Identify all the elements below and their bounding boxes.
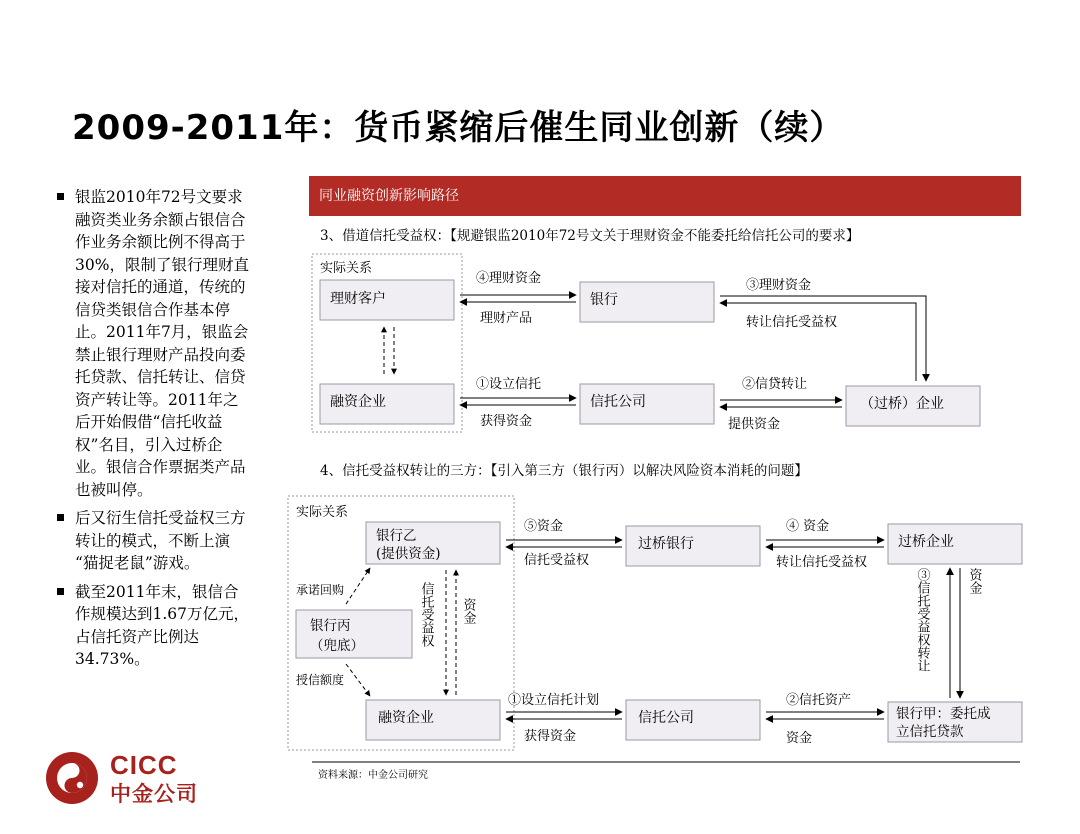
panel-header: 同业融资创新影响路径 [309, 176, 1021, 216]
box-bank-c-line2: （兜底） [310, 638, 364, 654]
cicc-logo [44, 748, 204, 808]
label-provide-funds: 提供资金 [728, 417, 781, 432]
box-bank-b-line1: 银行乙 [376, 528, 417, 544]
box-bridge-bank-label: 过桥银行 [638, 536, 694, 552]
box-bank-a-line2: 立信托贷款 [896, 724, 964, 740]
label-trust-right-4: 信托受益权 [524, 553, 590, 568]
arrow-bankc-financing-dashed [346, 664, 370, 696]
box-financing-co-4-label: 融资企业 [378, 710, 434, 726]
bullet-text: 后又衍生信托受益权三方 转让的模式，不断上演 “猫捉老鼠”游戏。 [75, 509, 246, 572]
vert-funds-label: 资金 [460, 598, 476, 624]
label-repurchase: 承诺回购 [296, 583, 345, 597]
arrow-bank-bridge [720, 296, 926, 381]
vert-trust-right-label: 信托受益权 [418, 582, 434, 647]
label-transfer-trust-right-3: 转让信托受益权 [746, 315, 838, 330]
box-trust-co-3-label: 信托公司 [590, 394, 646, 410]
label-arrow-5-funds: ⑤资金 [524, 519, 564, 534]
section3-heading: 3、借道信托受益权：【规避银监2010年72号文关于理财资金不能委托给信托公司的要求】 [320, 228, 860, 244]
vert-3-transfer-label: ③信托受益权转让 [914, 568, 930, 672]
label-funds-bottom: 资金 [786, 731, 813, 746]
label-arrow-2-trust-asset: ②信托资产 [786, 693, 852, 708]
vert-funds-right-label: 资金 [966, 568, 982, 594]
box-bank-b-line2: (提供资金) [376, 546, 441, 562]
cicc-logo-cn: 中金公司 [110, 782, 198, 806]
box-bridge-co-3-label: （过桥）企业 [860, 396, 944, 412]
arrow-bankc-bankb-dashed [346, 568, 370, 604]
page-title: 2009-2011年：货币紧缩后催生同业创新（续） [72, 108, 845, 148]
box-bank-c-line1: 银行丙 [310, 618, 351, 634]
source-note: 资料来源：中金公司研究 [318, 770, 428, 781]
box-bank-label: 银行 [590, 292, 618, 308]
label-get-funds-4: 获得资金 [524, 729, 577, 744]
label-arrow-4-funds: ④理财资金 [476, 271, 542, 286]
label-arrow-1-set-plan: ①设立信托计划 [508, 693, 600, 708]
label-arrow-4-funds-4: ④ 资金 [786, 519, 830, 534]
label-transfer-trust-right-4: 转让信托受益权 [776, 555, 868, 570]
cicc-logo-mark-icon [44, 750, 104, 806]
cicc-logo-en: CICC [110, 750, 178, 780]
box-trust-co-4-label: 信托公司 [638, 710, 694, 726]
label-get-funds-3: 获得资金 [480, 414, 533, 429]
box-bank-a-line1: 银行甲：委托成 [896, 706, 991, 722]
box-bridge-co-4-label: 过桥企业 [898, 534, 954, 550]
section3-actual-label: 实际关系 [320, 261, 373, 276]
box-wealth-client-label: 理财客户 [330, 291, 386, 307]
section4-heading: 4、信托受益权转让的三方：【引入第三方（银行丙）以解决风险资本消耗的问题】 [320, 463, 808, 479]
bullet-text: 银监2010年72号文要求 融资类业务余额占银信合 作业务余额比例不得高于 30%，限制了银行理财直 接对信托的通道，传统的 信贷类银信合作基本停 止。2011年7月，银监会 禁止银行理财产品投向委 托贷款、信托转让、信贷 资产转让等。2011年之 后开始假借“信托收益 权”名目，引入过桥企 业。银信合作票据类产品 也被叫停。 [75, 188, 249, 499]
label-arrow-1-set-trust: ①设立信托 [476, 377, 542, 392]
label-arrow-2-credit-transfer: ②信贷转让 [742, 377, 808, 392]
label-credit-line: 授信额度 [296, 673, 345, 687]
section4-actual-label: 实际关系 [296, 505, 349, 520]
bullet-text: 截至2011年末，银信合 作规模达到1.67万亿元， 占信托资产比例达 34.73%。 [75, 582, 250, 668]
box-financing-co-3-label: 融资企业 [330, 394, 386, 410]
label-arrow-3-funds: ③理财资金 [746, 278, 812, 293]
label-wealth-product: 理财产品 [480, 311, 533, 326]
